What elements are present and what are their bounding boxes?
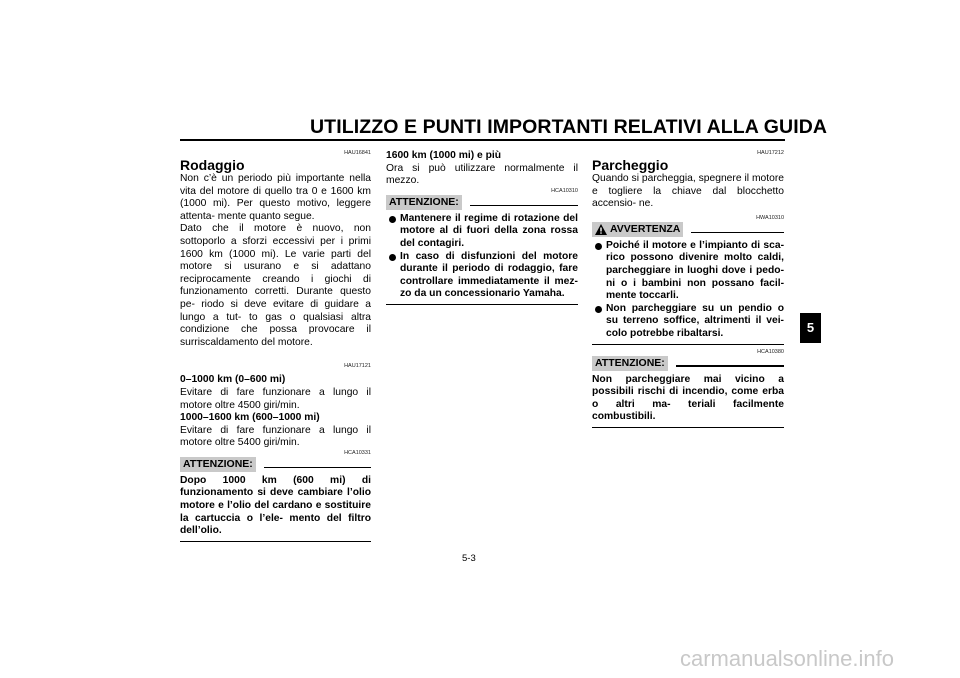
notice-box — [180, 457, 371, 542]
paragraph: Evitare di fare funzionare a lungo il motore oltre 4500 giri/min. — [180, 386, 371, 411]
warning-rule — [691, 232, 784, 233]
warning-box — [592, 222, 784, 345]
notice-header — [180, 457, 371, 472]
page-number: 5-3 — [462, 553, 476, 564]
warning-label: AVVERTENZA — [610, 222, 681, 235]
paragraph: Evitare di fare funzionare a lungo il motore oltre 5400 giri/min. — [180, 424, 371, 449]
notice-rule — [470, 205, 578, 206]
list-item: In caso di disfunzioni del motore durante il periodo di rodaggio, fare controllare immediatamente il mez- zo da un concessionario Yamaha. — [386, 251, 578, 301]
notice-list — [386, 213, 578, 301]
chapter-tab: 5 — [800, 313, 821, 343]
header-rule — [180, 139, 785, 141]
warning-triangle-icon — [595, 224, 607, 235]
notice-text: Non parcheggiare mai vicino a possibili rischi di incendio, come erba o altri ma- teriali facilmente combustibili. — [592, 373, 784, 423]
subheading: 1600 km (1000 mi) e più — [386, 150, 502, 161]
warning-code: HWA10310 — [756, 214, 784, 221]
notice-rule — [264, 467, 371, 468]
column-3 — [592, 150, 784, 428]
section-heading-parcheggio: Parcheggio — [592, 157, 669, 173]
notice-box — [386, 195, 578, 305]
notice-text: Dopo 1000 km (600 mi) di funzionamento si deve cambiare l’olio motore e l’olio del cardano e sostituire la cartuccia o l’ele- mento del filtro dell’olio. — [180, 474, 371, 537]
page-header-title: UTILIZZO E PUNTI IMPORTANTI RELATIVI ALLA GUIDA — [310, 116, 828, 138]
notice-box — [592, 356, 784, 428]
warning-label-badge — [592, 222, 683, 237]
paragraph: Dato che il motore è nuovo, non sottoporlo a sforzi eccessivi per i primi 1600 km (1000 mi). Le varie parti del motore si usurano e si adattano reciprocamente creando i giochi di funzionamento corretti. Durante questo pe- riodo si deve evitare di guidare a lungo a tut- to gas o qualsiasi altra condizione che possa provocare il surriscaldamento del motore. — [180, 223, 371, 348]
notice-code: HCA10380 — [757, 348, 784, 355]
notice-label: ATTENZIONE: — [180, 457, 256, 472]
notice-code: HCA10331 — [344, 449, 371, 456]
section-code: HAU17212 — [757, 150, 784, 156]
notice-label: ATTENZIONE: — [386, 195, 462, 210]
notice-rule — [676, 365, 784, 366]
notice-header — [592, 356, 784, 371]
paragraph: Quando si parcheggia, spegnere il motore e togliere la chiave dal blocchetto accensio- ne. — [592, 173, 784, 210]
section-code: HAU17121 — [344, 363, 371, 370]
column-2 — [386, 150, 578, 305]
subheading: 1000–1600 km (600–1000 mi) — [180, 412, 320, 424]
notice-header — [386, 195, 578, 210]
subheading: 0–1000 km (0–600 mi) — [180, 374, 286, 386]
list-item: Poiché il motore e l’impianto di sca- rico possono divenire molto caldi, parcheggiare in luoghi dove i pedo- ni o i bambini non possano facil- mente toccarli. — [592, 240, 784, 303]
list-item: Non parcheggiare su un pendio o su terreno soffice, altrimenti il vei- colo potrebbe ribaltarsi. — [592, 303, 784, 341]
warning-header — [592, 222, 784, 237]
warning-list — [592, 240, 784, 341]
column-1 — [180, 150, 371, 542]
watermark: carmanualsonline.info — [679, 646, 894, 671]
paragraph: Non c’è un periodo più importante nella vita del motore di quello tra 0 e 1600 km (1000 mi). Per questo motivo, leggere attenta- mente quanto segue. — [180, 173, 371, 222]
section-heading-rodaggio: Rodaggio — [180, 157, 245, 173]
list-item: Mantenere il regime di rotazione del motore al di fuori della zona rossa del contagiri. — [386, 213, 578, 251]
notice-code: HCA10310 — [551, 187, 578, 194]
section-code: HAU16841 — [344, 150, 371, 156]
paragraph: Ora si può utilizzare normalmente il mezzo. — [386, 162, 578, 187]
notice-label: ATTENZIONE: — [592, 356, 668, 371]
